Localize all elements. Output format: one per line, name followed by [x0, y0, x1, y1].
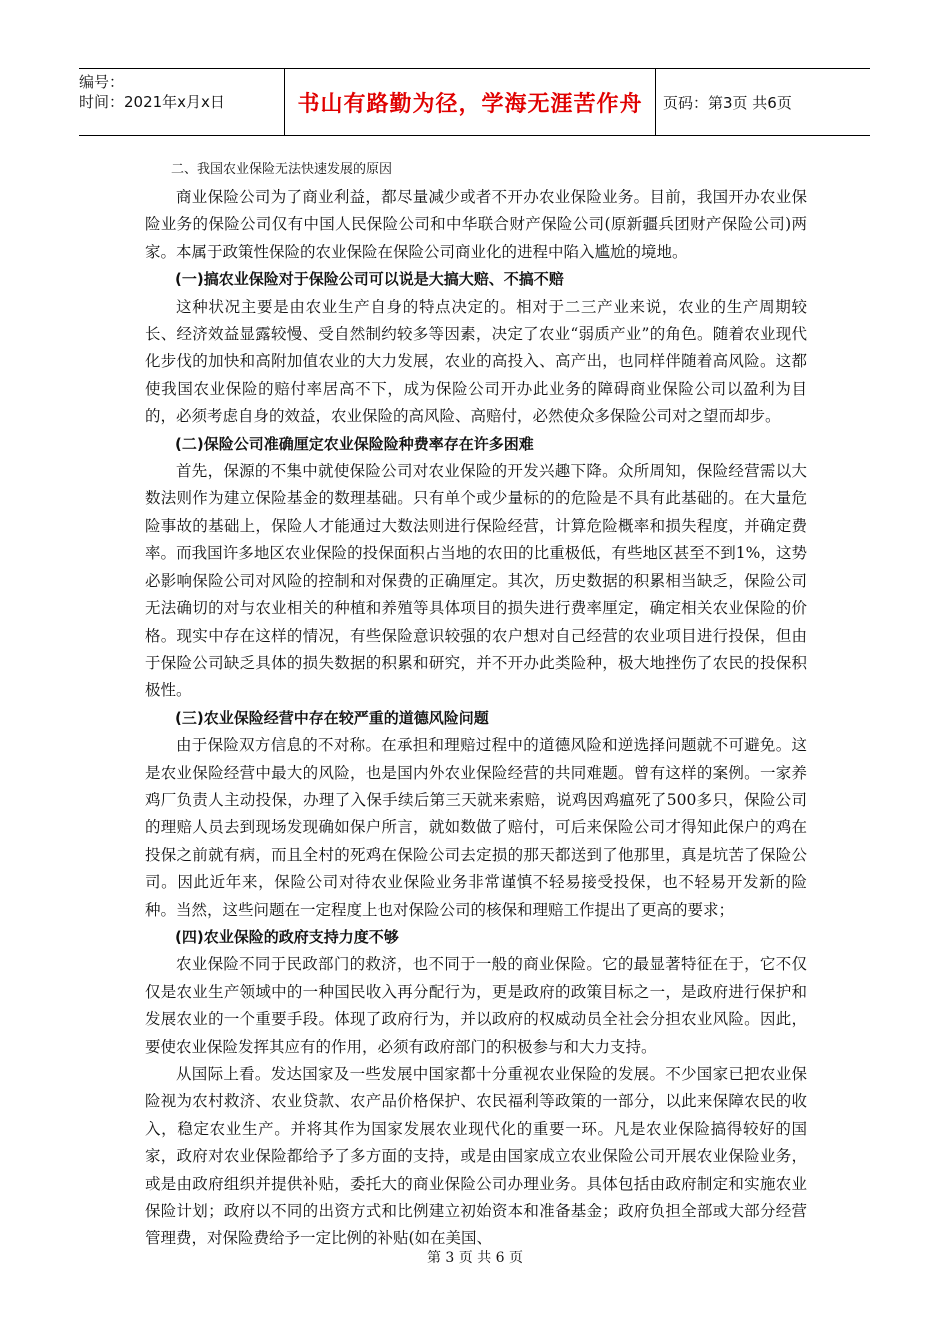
- paragraph: 首先，保源的不集中就使保险公司对农业保险的开发兴趣下降。众所周知，保险经营需以大数法则作为建立保险基金的数理基础。只有单个或少量标的的危险是不具有此基础的。在大量危险事故的基础上，保险人才能通过大数法则进行保险经营，计算危险概率和损失程度，并确定费率。而我国许多地区农业保险的投保面积占当地的农田的比重极低，有些地区甚至不到1%，这势必影响保险公司对风险的控制和对保费的正确厘定。其次，历史数据的积累相当缺乏，保险公司无法确切的对与农业相关的种植和养殖等具体项目的损失进行费率厘定，确定相关农业保险的价格。现实中存在这样的情况，有些保险意识较强的农户想对自己经营的农业项目进行投保，但由于保险公司缺乏具体的损失数据的积累和研究，并不开办此类险种，极大地挫伤了农民的投保积极性。: [145, 462, 807, 700]
- subsection-heading: (四)农业保险的政府支持力度不够: [175, 927, 399, 946]
- subsection-heading: (一)搞农业保险对于保险公司可以说是大搞大赔、不搞不赔: [175, 270, 564, 289]
- header-page-number: 页码：第3页 共6页: [663, 93, 792, 112]
- document-date-label: 时间：2021年x月x日: [79, 93, 225, 111]
- paragraph: 商业保险公司为了商业利益，都尽量减少或者不开办农业保险业务。目前，我国开办农业保险业务的保险公司仅有中国人民保险公司和中华联合财产保险公司(原新疆兵团财产保险公司)两家。本属于政策性保险的农业保险在保险公司商业化的进程中陷入尴尬的境地。: [145, 188, 807, 261]
- section-title: 二、我国农业保险无法快速发展的原因: [171, 162, 393, 177]
- paragraph: 农业保险不同于民政部门的救济，也不同于一般的商业保险。它的最显著特征在于，它不仅仅是农业生产领域中的一种国民收入再分配行为，更是政府的政策目标之一，是政府进行保护和发展农业的一个重要手段。体现了政府行为，并以政府的权威动员全社会分担农业风险。因此，要使农业保险发挥其应有的作用，必须有政府部门的积极参与和大力支持。: [145, 955, 807, 1056]
- page-footer: 第 3 页 共 6 页: [426, 1250, 524, 1266]
- paragraph: 这种状况主要是由农业生产自身的特点决定的。相对于二三产业来说，农业的生产周期较长、经济效益显露较慢、受自然制约较多等因素，决定了农业“弱质产业”的角色。随着农业现代化步伐的加快和高附加值农业的大力发展，农业的高投入、高产出，也同样伴随着高风险。这都使我国农业保险的赔付率居高不下，成为保险公司开办此业务的障碍商业保险公司以盈利为目的，必须考虑自身的效益，农业保险的高风险、高赔付，必然使众多保险公司对之望而却步。: [145, 297, 807, 426]
- document-number-label: 编号：: [79, 73, 125, 91]
- subsection-heading: (三)农业保险经营中存在较严重的道德风险问题: [175, 708, 489, 727]
- header-table: [79, 68, 870, 136]
- header-left-cell: [79, 69, 285, 135]
- document-body: [145, 158, 807, 1253]
- paragraph: 从国际上看。发达国家及一些发展中国家都十分重视农业保险的发展。不少国家已把农业保险视为农村救济、农业贷款、农产品价格保护、农民福利等政策的一部分，以此来保障农民的收入，稳定农业生产。并将其作为国家发展农业现代化的重要一环。凡是农业保险搞得较好的国家，政府对农业保险都给予了多方面的支持，或是由国家成立农业保险公司开展农业保险业务，或是由政府组织并提供补贴，委托大的商业保险公司办理业务。具体包括由政府制定和实施农业保险计划；政府以不同的出资方式和比例建立初始资本和准备基金；政府负担全部或大部分经营管理费，对保险费给予一定比例的补贴(如在美国、: [145, 1065, 807, 1248]
- header-motto-cell: [285, 69, 656, 135]
- header-motto: 书山有路勤为径，学海无涯苦作舟: [297, 91, 643, 117]
- paragraph: 由于保险双方信息的不对称。在承担和理赔过程中的道德风险和逆选择问题就不可避免。这是农业保险经营中最大的风险，也是国内外农业保险经营的共同难题。曾有这样的案例。一家养鸡厂负责人主动投保，办理了入保手续后第三天就来索赔，说鸡因鸡瘟死了500多只，保险公司的理赔人员去到现场发现确如保户所言，就如数做了赔付，可后来保险公司才得知此保户的鸡在投保之前就有病，而且全村的死鸡在保险公司去定损的那天都送到了他那里，真是坑苦了保险公司。因此近年来，保险公司对待农业保险业务非常谨慎不轻易接受投保，也不轻易开发新的险种。当然，这些问题在一定程度上也对保险公司的核保和理赔工作提出了更高的要求；: [145, 736, 807, 919]
- header-page-cell: [656, 69, 870, 135]
- subsection-heading: (二)保险公司准确厘定农业保险险种费率存在许多困难: [175, 434, 534, 453]
